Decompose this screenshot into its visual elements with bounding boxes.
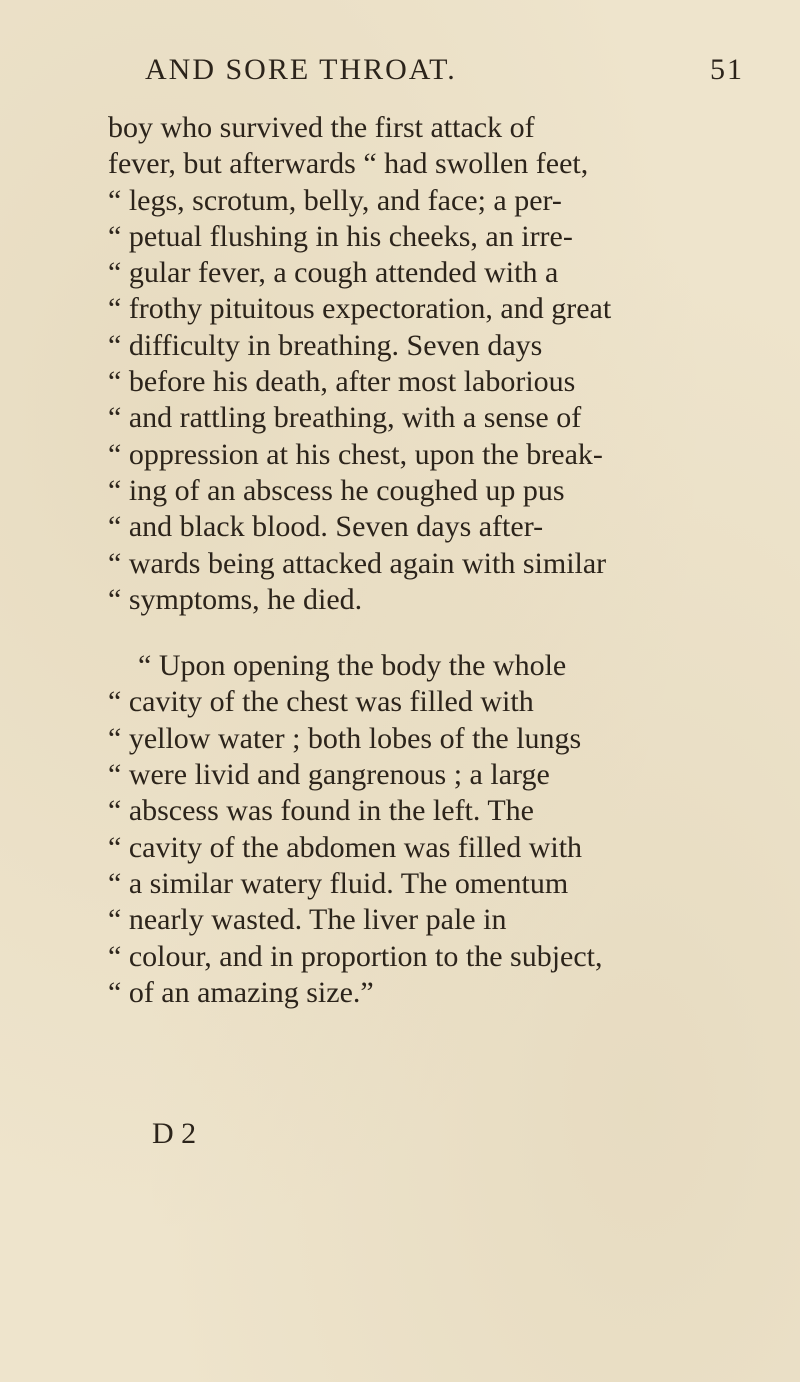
- running-title: AND SORE THROAT.: [145, 53, 457, 86]
- text-line: fever, but afterwards “ had swollen feet,: [108, 147, 589, 181]
- text-line: “ before his death, after most laborious: [108, 365, 576, 399]
- text-line: “ of an amazing size.”: [108, 975, 374, 1009]
- text-line: “ difficulty in breathing. Seven days: [108, 328, 543, 362]
- text-line: “ gular fever, a cough attended with a: [108, 256, 559, 290]
- signature-mark: D 2: [152, 1117, 197, 1150]
- text-line: boy who survived the first attack of: [108, 111, 535, 144]
- text-line: “ abscess was found in the left. The: [108, 794, 534, 828]
- text-line: “ were livid and gangrenous ; a large: [108, 758, 550, 792]
- body-text: [108, 110, 768, 1011]
- text-line: “ colour, and in proportion to the subject,: [108, 939, 603, 973]
- text-line: “ yellow water ; both lobes of the lungs: [108, 721, 582, 755]
- text-line: “ legs, scrotum, belly, and face; a per-: [108, 183, 562, 217]
- text-line: “ symptoms, he died.: [108, 582, 363, 616]
- page-number: 51: [710, 53, 744, 86]
- text-line: “ cavity of the chest was filled with: [108, 685, 534, 719]
- paragraph-1: [108, 110, 768, 618]
- text-line: “ nearly wasted. The liver pale in: [108, 903, 507, 937]
- paragraph-2: [108, 648, 768, 1011]
- text-line: “ wards being attacked again with similar: [108, 546, 607, 580]
- text-line: “ petual flushing in his cheeks, an irre-: [108, 219, 573, 253]
- text-line: “ and black blood. Seven days after-: [108, 510, 544, 544]
- text-line: “ frothy pituitous expectoration, and great: [108, 292, 612, 326]
- text-line: “ a similar watery fluid. The omentum: [108, 866, 569, 900]
- text-line: “ Upon opening the body the whole: [108, 649, 567, 683]
- text-line: “ cavity of the abdomen was filled with: [108, 830, 583, 864]
- paragraph-gap: [108, 618, 768, 648]
- text-line: “ ing of an abscess he coughed up pus: [108, 473, 565, 507]
- text-line: “ and rattling breathing, with a sense of: [108, 401, 582, 435]
- text-line: “ oppression at his chest, upon the break-: [108, 437, 603, 471]
